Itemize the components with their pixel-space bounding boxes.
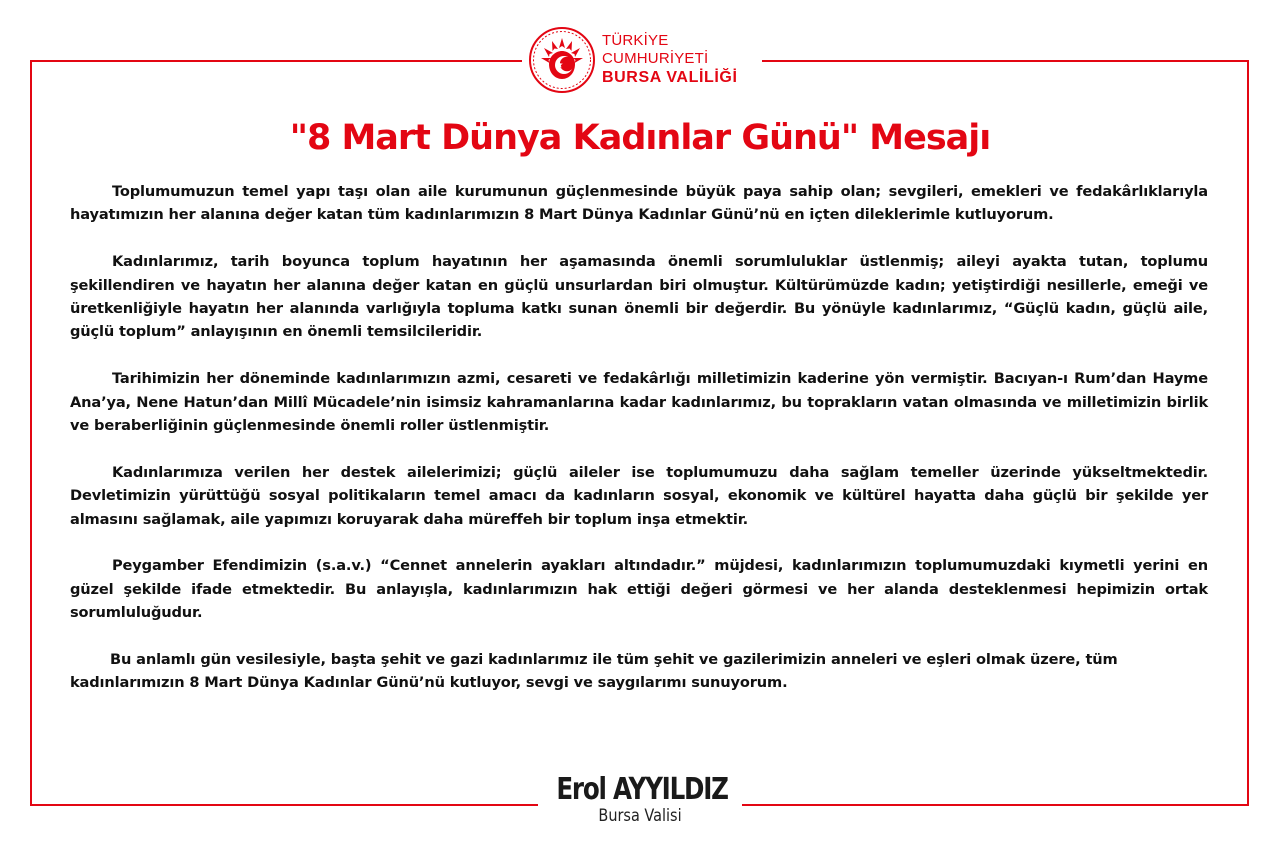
logo-text [602, 32, 762, 88]
governorship-logo [522, 22, 762, 98]
signature-block [538, 772, 742, 832]
signature-name: Erol AYYILDIZ [556, 772, 728, 807]
page-title: "8 Mart Dünya Kadınlar Günü" Mesajı [289, 118, 991, 158]
message-body [70, 180, 1208, 718]
logo-country-name: TÜRKİYE CUMHURİYETİ [602, 32, 709, 67]
message-paragraph: Kadınlarımıza verilen her destek ailelerimizi; güçlü aileler ise toplumumuzu daha sağlam temeller üzerinde yükseltmektedir. Devletimizin yürüttüğü sosyal politikaların temel amacı da kadınların sosyal, ekonomik ve kültürel hayatta daha güçlü bir şekilde yer almasını sağlamak, aile yapımızı koruyarak daha müreffeh bir toplum inşa etmektir. [70, 463, 1208, 528]
message-paragraph: Peygamber Efendimizin (s.a.v.) “Cennet annelerin ayakları altındadır.” müjdesi, kadınlarımızın toplumumuzdaki kıymetli yerini en güzel şekilde ifade etmektedir. Bu anlayışla, kadınlarımızın hak ettiği değeri görmesi ve her alanda desteklenmesi hepimizin ortak sorumluluğudur. [70, 557, 1208, 622]
message-paragraph: Tarihimizin her döneminde kadınlarımızın azmi, cesareti ve fedakârlığı milletimizin kaderine yön vermiştir. Bacıyan-ı Rum’dan Hayme Ana’ya, Nene Hatun’dan Millî Mücadele’nin isimsiz kahramanlarına kadar kadınlarımız, bu toprakların vatan olmasında ve milletimizin birlik ve beraberliğinin güçlenmesinde önemli roller üstlenmiştir. [70, 370, 1208, 435]
message-paragraph: Toplumumuzun temel yapı taşı olan aile kurumunun güçlenmesinde büyük paya sahip olan; sevgileri, emekleri ve fedakârlıklarıyla hayatımızın her alanına değer katan tüm kadınlarımızın 8 Mart Dünya Kadınlar Günü’nü en içten dileklerimle kutluyorum. [70, 183, 1208, 224]
logo-office-name: BURSA VALİLİĞİ [602, 69, 738, 86]
message-paragraph: Kadınlarımız, tarih boyunca toplum hayatının her aşamasında önemli sorumluluklar üstlenmiş; aileyi ayakta tutan, toplumu şekillendiren ve hayatın her alanına değer katan en güçlü unsurlardan biri olmuştur. Kültürümüzde kadın; yetiştirdiği nesillerle, emeği ve üretkenliğiyle hayatın her alanında varlığıyla topluma katkı sunan önemli bir değerdir. Bu yönüyle kadınlarımız, “Güçlü kadın, güçlü aile, güçlü toplum” anlayışının en önemli temsilcileridir. [70, 253, 1208, 341]
signature-title: Bursa Valisi [598, 806, 682, 826]
message-paragraph: Bu anlamlı gün vesilesiyle, başta şehit ve gazi kadınlarımız ile tüm şehit ve gazilerimizin anneleri ve eşleri olmak üzere, tüm kadınlarımızın 8 Mart Dünya Kadınlar Günü’nü kutluyor, sevgi ve saygılarımı sunuyorum. [70, 651, 1118, 692]
star-crescent-emblem-icon [528, 26, 596, 94]
